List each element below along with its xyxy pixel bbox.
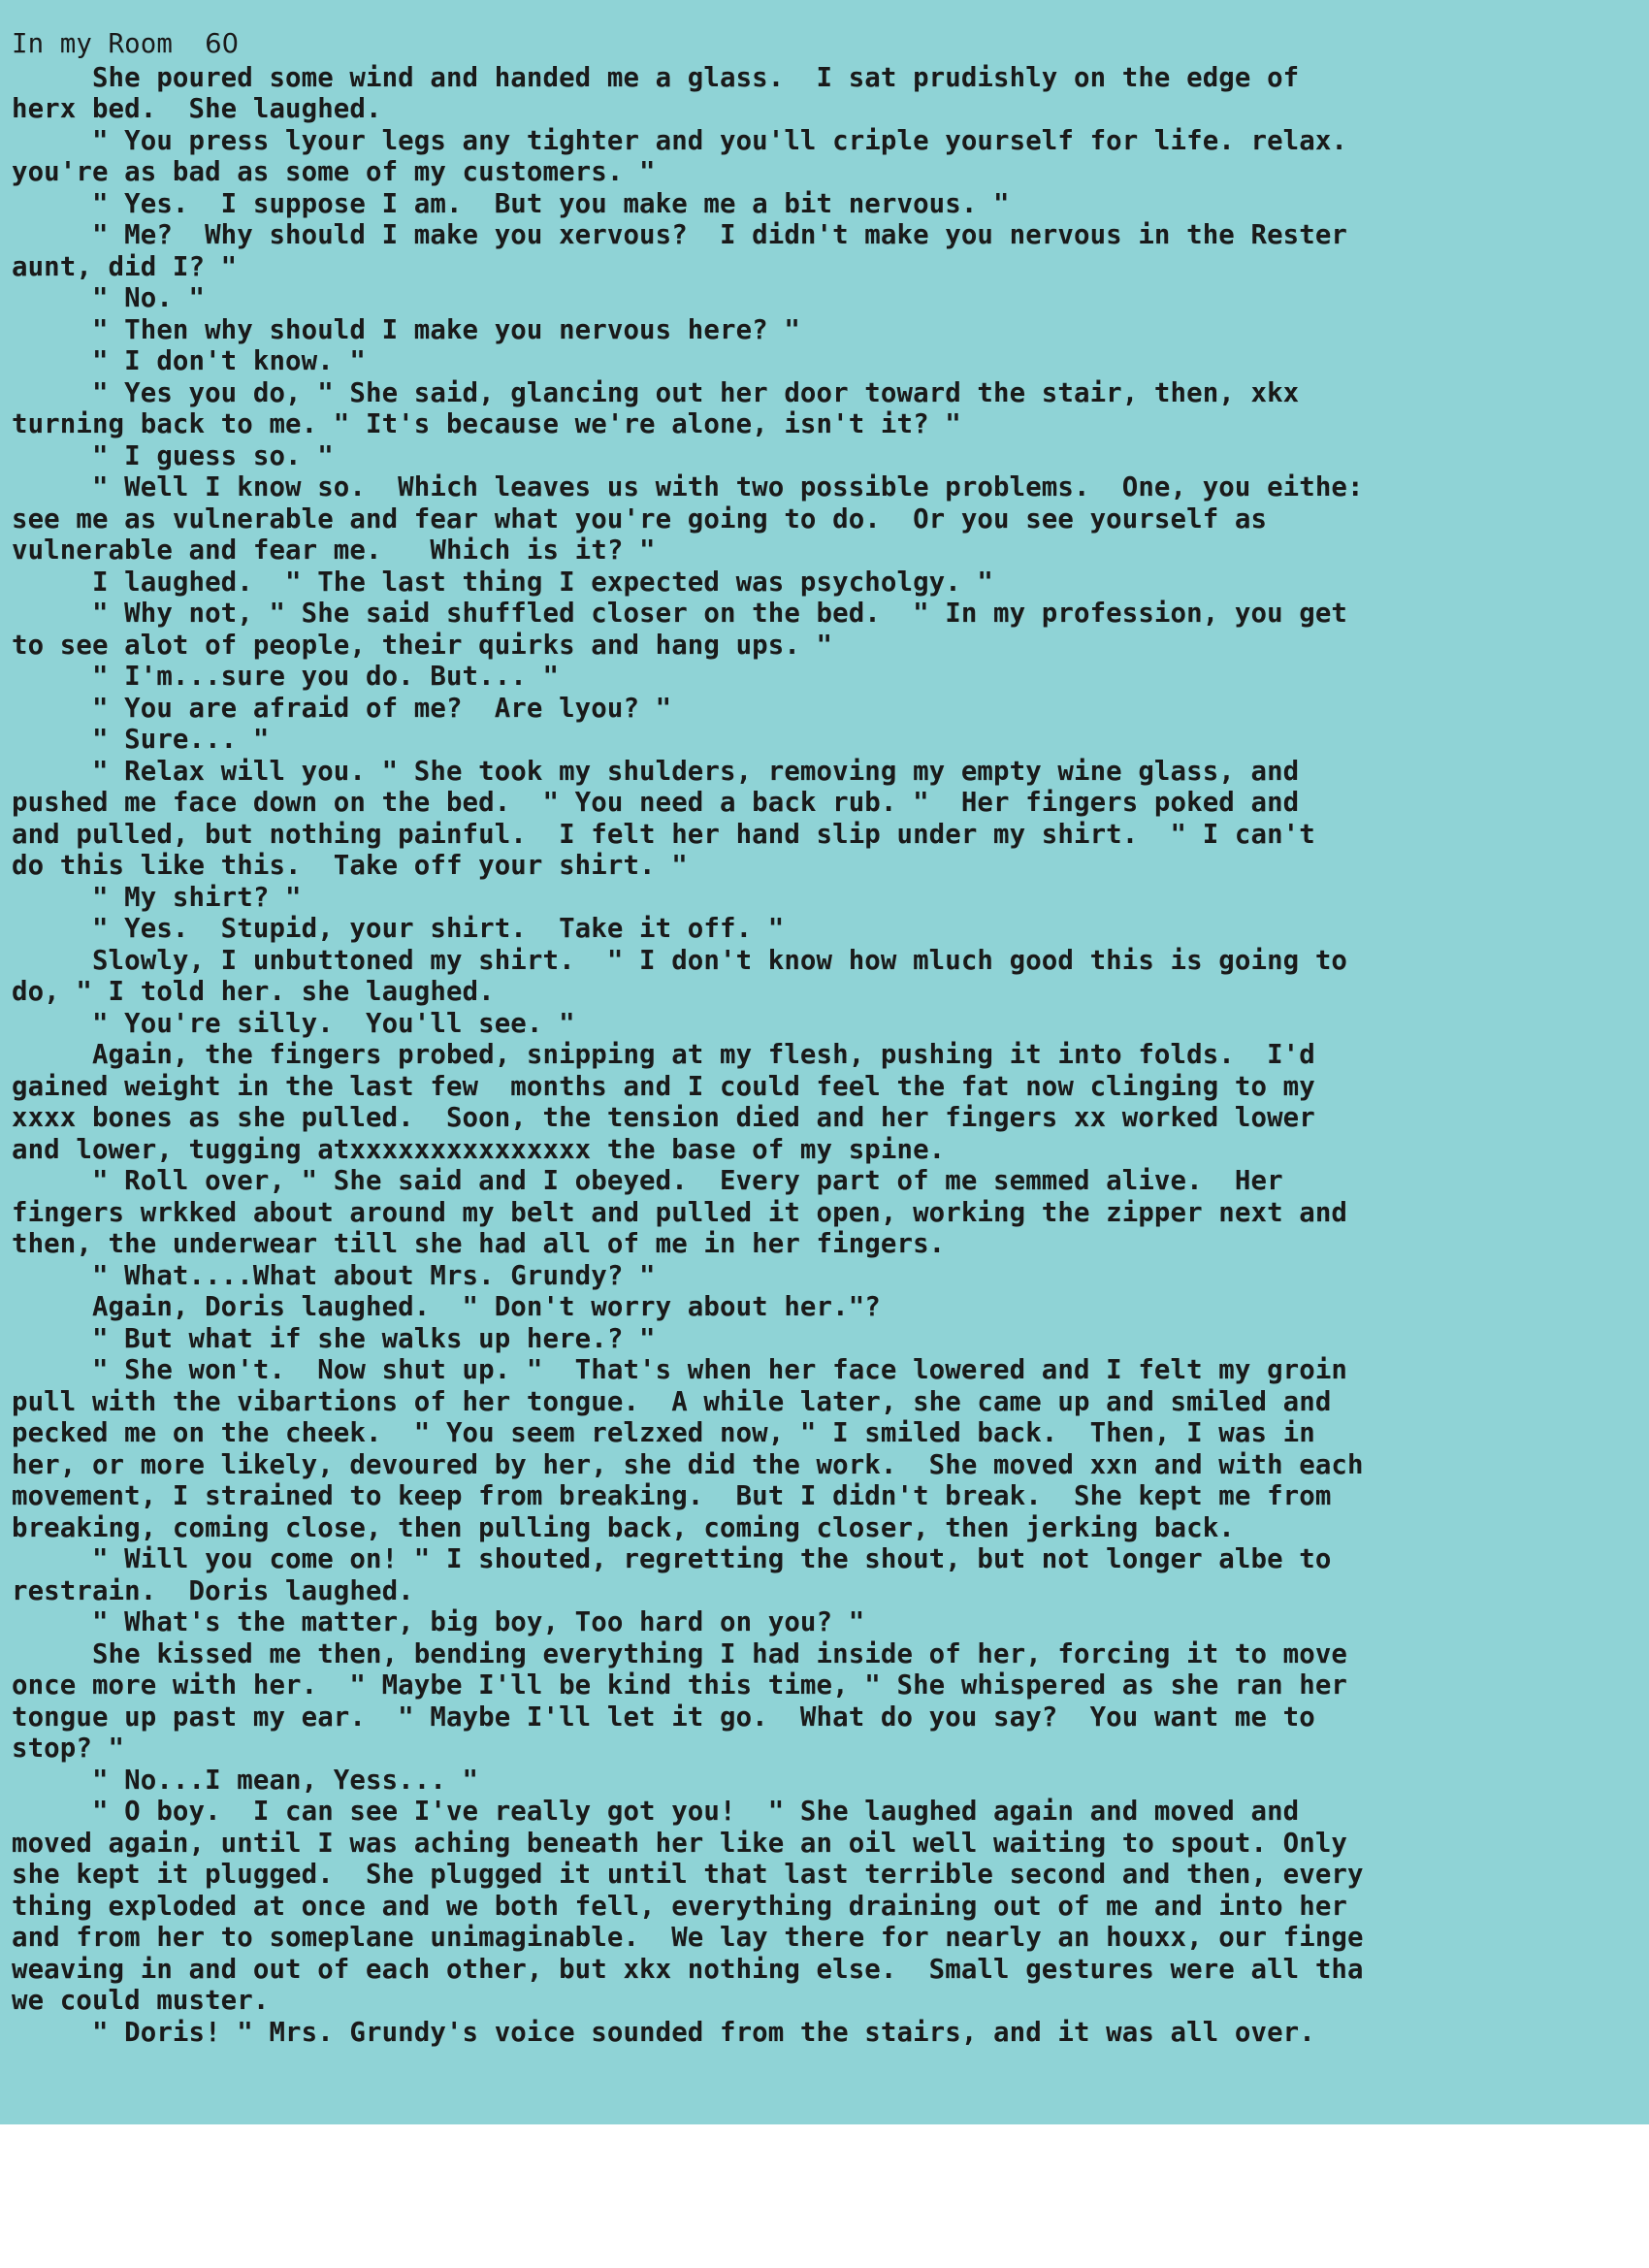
- text-line: " Yes you do, " She said, glancing out her door toward the stair, then, xkx: [12, 377, 1300, 408]
- text-line: " Relax will you. " She took my shulders, removing my empty wine glass, and: [12, 756, 1300, 787]
- text-line: weaving in and out of each other, but xkx nothing else. Small gestures were all tha: [12, 1954, 1364, 1985]
- text-line: stop? ": [12, 1733, 125, 1764]
- text-line: " Then why should I make you nervous here? ": [12, 314, 800, 345]
- text-line: " You press lyour legs any tighter and you'll criple yourself for life. relax.: [12, 125, 1348, 156]
- text-line: " Sure... ": [12, 725, 270, 755]
- text-line: " No...I mean, Yess... ": [12, 1765, 479, 1796]
- text-line: " You are afraid of me? Are lyou? ": [12, 693, 672, 724]
- text-line: restrain. Doris laughed.: [12, 1575, 414, 1606]
- text-line: vulnerable and fear me. Which is it? ": [12, 535, 656, 566]
- text-line: thing exploded at once and we both fell, everything draining out of me and into her: [12, 1891, 1348, 1922]
- text-line: and pulled, but nothing painful. I felt her hand slip under my shirt. " I can't: [12, 819, 1315, 850]
- text-line: Slowly, I unbuttoned my shirt. " I don't know how mluch good this is going to: [12, 945, 1348, 976]
- text-line: She poured some wind and handed me a glass. I sat prudishly on the edge of: [12, 62, 1300, 93]
- text-line: " Me? Why should I make you xervous? I didn't make you nervous in the Rester: [12, 220, 1348, 250]
- text-line: " O boy. I can see I've really got you! " She laughed again and moved and: [12, 1797, 1300, 1827]
- text-line: to see alot of people, their quirks and hang ups. ": [12, 630, 833, 661]
- text-line: do this like this. Take off your shirt. ": [12, 851, 688, 881]
- text-line: you're as bad as some of my customers. ": [12, 157, 656, 187]
- page-header: [12, 29, 1636, 61]
- text-line: " I guess so. ": [12, 440, 334, 471]
- text-line: see me as vulnerable and fear what you're going to do. Or you see yourself as: [12, 503, 1268, 535]
- text-line: " Doris! " Mrs. Grundy's voice sounded from the stairs, and it was all over.: [12, 2017, 1315, 2048]
- chapter-title: In my Room: [12, 29, 173, 59]
- text-line: " What's the matter, big boy, Too hard on you? ": [12, 1607, 865, 1637]
- text-line: " Yes. I suppose I am. But you make me a bit nervous. ": [12, 188, 1010, 219]
- text-line: and lower, tugging atxxxxxxxxxxxxxxx the base of my spine.: [12, 1134, 946, 1165]
- text-line: aunt, did I? ": [12, 251, 238, 282]
- text-line: pecked me on the cheek. " You seem relzxed now, " I smiled back. Then, I was in: [12, 1418, 1315, 1448]
- text-line: " My shirt? ": [12, 882, 302, 913]
- text-line: once more with her. " Maybe I'll be kind this time, " She whispered as she ran her: [12, 1670, 1348, 1701]
- text-line: " But what if she walks up here.? ": [12, 1323, 656, 1354]
- text-line: xxxx bones as she pulled. Soon, the tension died and her fingers xx worked lower: [12, 1103, 1315, 1133]
- text-line: Again, Doris laughed. " Don't worry about her."?: [12, 1292, 881, 1322]
- text-line: " No. ": [12, 283, 206, 313]
- text-line: pushed me face down on the bed. " You need a back rub. " Her fingers poked and: [12, 788, 1300, 818]
- text-line: gained weight in the last few months and I could feel the fat now clinging to my: [12, 1071, 1315, 1102]
- text-lines: [12, 63, 1636, 2050]
- text-line: pull with the vibartions of her tongue. A while later, she came up and smiled and: [12, 1386, 1332, 1417]
- text-line: " Well I know so. Which leaves us with two possible problems. One, you eithe:: [12, 472, 1364, 502]
- text-line: I laughed. " The last thing I expected was psycholgy. ": [12, 567, 994, 598]
- text-line: do, " I told her. she laughed.: [12, 977, 495, 1007]
- text-line: Again, the fingers probed, snipping at my flesh, pushing it into folds. I'd: [12, 1040, 1315, 1070]
- text-line: " I don't know. ": [12, 346, 366, 376]
- text-line: " You're silly. You'll see. ": [12, 1008, 575, 1039]
- text-line: " Yes. Stupid, your shirt. Take it off. ": [12, 914, 785, 944]
- page-number: 60: [205, 29, 240, 59]
- text-line: breaking, coming close, then pulling back, coming closer, then jerking back.: [12, 1512, 1235, 1543]
- text-line: moved again, until I was aching beneath her like an oil well waiting to spout. Only: [12, 1828, 1348, 1859]
- text-line: " She won't. Now shut up. " That's when her face lowered and I felt my groin: [12, 1355, 1348, 1385]
- text-line: and from her to someplane unimaginable. We lay there for nearly an houxx, our finge: [12, 1923, 1364, 1953]
- text-line: " Why not, " She said shuffled closer on the bed. " In my profession, you get: [12, 599, 1348, 629]
- text-line: herx bed. She laughed.: [12, 94, 382, 124]
- text-line: she kept it plugged. She plugged it until that last terrible second and then, every: [12, 1860, 1364, 1890]
- text-line: " I'm...sure you do. But... ": [12, 662, 560, 692]
- text-line: tongue up past my ear. " Maybe I'll let it go. What do you say? You want me to: [12, 1701, 1315, 1733]
- text-line: we could muster.: [12, 1986, 270, 2016]
- text-line: then, the underwear till she had all of me in her fingers.: [12, 1229, 946, 1259]
- text-line: movement, I strained to keep from breaking. But I didn't break. She kept me from: [12, 1481, 1332, 1511]
- text-line: " Will you come on! " I shouted, regretting the shout, but not longer albe to: [12, 1544, 1332, 1574]
- manuscript-body: [12, 29, 1636, 2049]
- text-line: " What....What about Mrs. Grundy? ": [12, 1260, 656, 1291]
- text-line: " Roll over, " She said and I obeyed. Every part of me semmed alive. Her: [12, 1166, 1283, 1196]
- text-line: fingers wrkked about around my belt and pulled it open, working the zipper next and: [12, 1197, 1348, 1228]
- text-line: turning back to me. " It's because we're alone, isn't it? ": [12, 409, 961, 439]
- text-line: She kissed me then, bending everything I had inside of her, forcing it to move: [12, 1638, 1348, 1669]
- text-line: her, or more likely, devoured by her, she did the work. She moved xxn and with each: [12, 1449, 1364, 1480]
